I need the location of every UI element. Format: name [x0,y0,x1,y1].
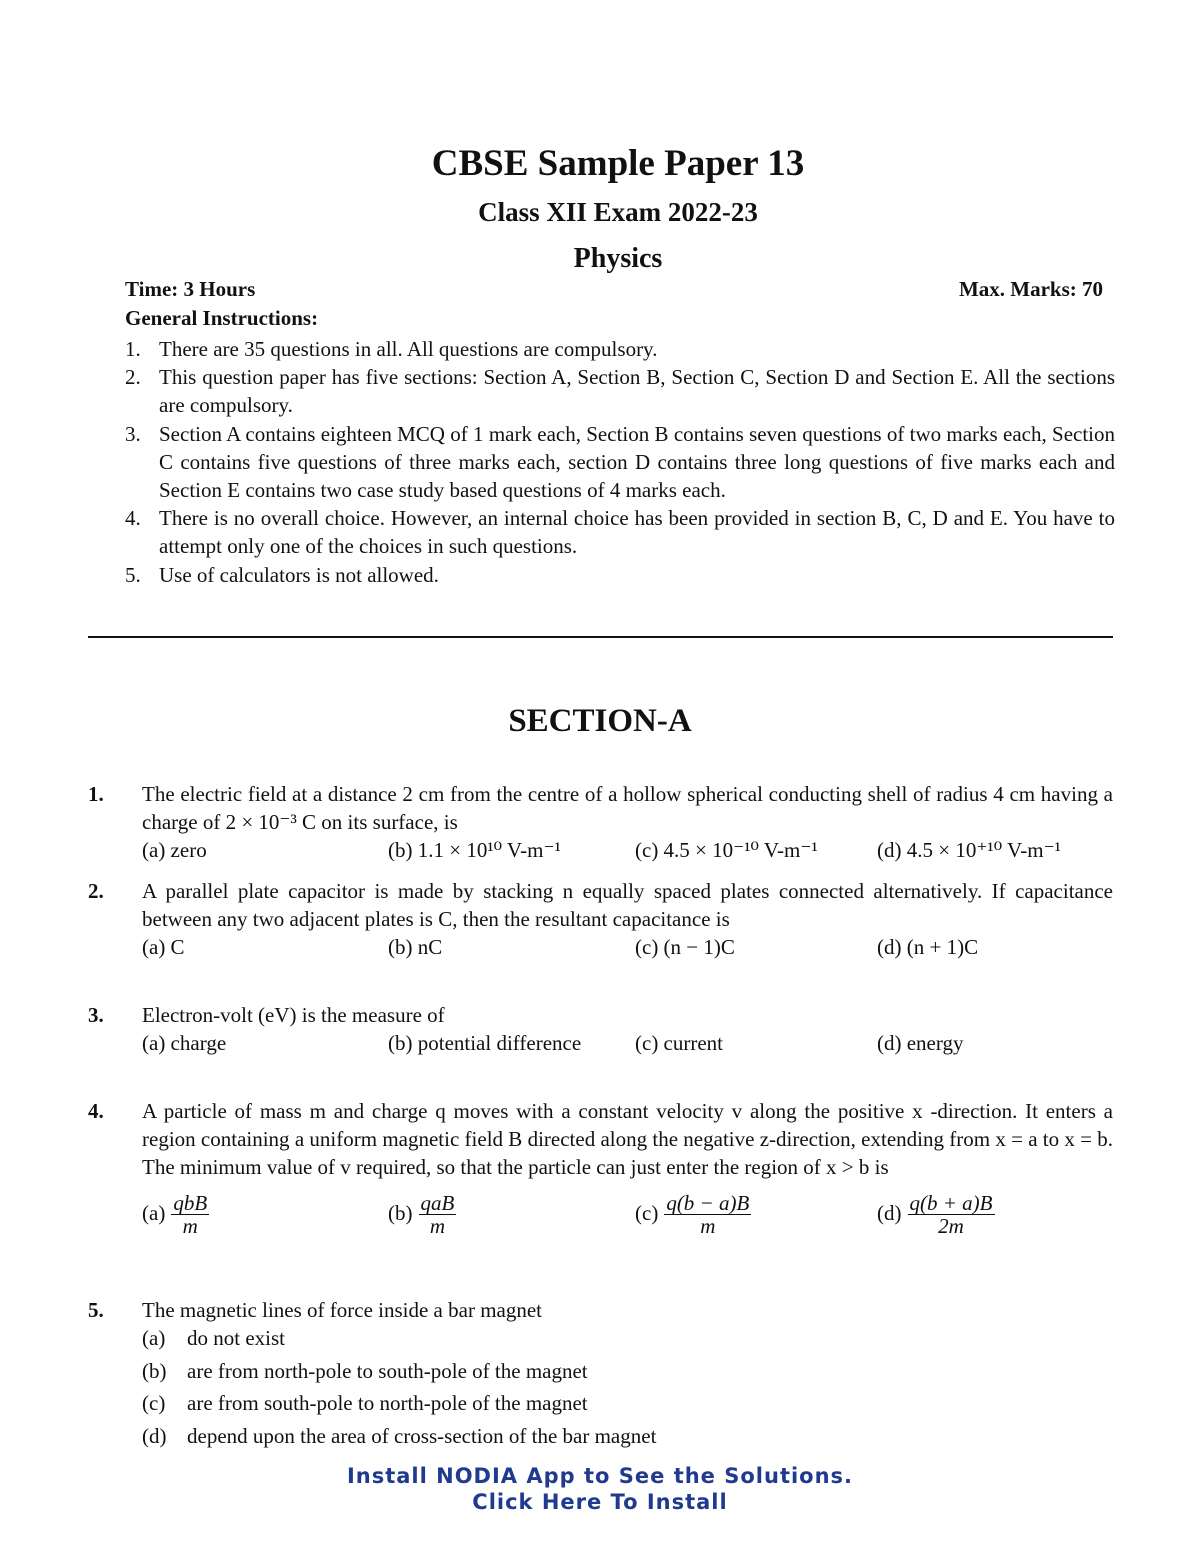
question-number: 4. [88,1099,104,1123]
option-b[interactable] [142,1357,1113,1390]
instruction-text: Section A contains eighteen MCQ of 1 mark each, Section B contains seven questions of two marks each, Section C contains five questions of three marks each, section D contains three long questions of five marks each and Section E contains two case study based questions of 4 marks each. [159,421,1115,503]
options-row [142,933,1113,963]
fraction-denominator: m [182,1214,198,1239]
options-row [142,836,1113,866]
instruction-number: 4. [125,506,141,531]
option-d[interactable] [142,1422,1113,1455]
question-number: 5. [88,1298,104,1322]
option-label: (a) [142,1326,166,1351]
option-label: (d) [142,1423,167,1448]
option-label: (a) [142,1200,166,1225]
instruction-text: This question paper has five sections: Section A, Section B, Section C, Section D and Section E. All the sections are compulsory. [159,365,1115,418]
fraction-numerator: q(b − a)B [666,1191,750,1216]
option-c[interactable] [635,1188,751,1238]
option-d[interactable] [877,1188,995,1238]
option-label: (b) [142,1358,167,1383]
fraction [908,1192,995,1237]
option-a[interactable] [142,1324,1113,1357]
option-label: (c) [635,1200,659,1225]
subject-heading: Physics [573,243,663,274]
options-row [142,1188,1113,1246]
section-heading: SECTION-A [508,703,692,739]
instruction-item [125,335,1115,363]
instruction-item [125,504,1115,560]
question-text: A particle of mass m and charge q moves with a constant velocity v along the positive x -direction. It enters a region containing a uniform magnetic field B directed along the negative z-direction, extending from x = a to x = b. The minimum value of v required, so that the particle can just enter the region of x > b is [142,1099,1113,1180]
option-d[interactable]: (d) (n + 1)C [877,935,979,960]
fraction [171,1192,209,1237]
instruction-item [125,561,1115,589]
option-d[interactable]: (d) energy [877,1031,964,1056]
fraction-numerator: qbB [173,1191,208,1216]
instruction-number: 2. [125,365,141,390]
fraction-numerator: q(b + a)B [909,1191,993,1216]
option-text: depend upon the area of cross-section of the bar magnet [187,1423,657,1448]
option-label: (d) [877,1200,902,1225]
options-row [142,1029,1113,1059]
instructions-heading: General Instructions: [125,306,319,330]
question-text: A parallel plate capacitor is made by stacking n equally spaced plates connected alternatively. If capacitance between any two adjacent plates is C, then the resultant capacitance is [142,879,1113,932]
question-number: 2. [88,879,104,903]
question-5 [88,1296,1113,1454]
fraction-denominator: m [429,1214,445,1239]
option-c[interactable]: (c) (n − 1)C [635,935,735,960]
question-3 [88,1001,1113,1059]
option-c[interactable]: (c) 4.5 × 10⁻¹⁰ V-m⁻¹ [635,838,818,863]
option-text: do not exist [187,1326,285,1351]
class-line: Class XII Exam 2022-23 [478,197,758,227]
instruction-number: 3. [125,421,141,446]
option-text: are from north-pole to south-pole of the magnet [187,1358,588,1383]
time-allowed: Time: 3 Hours [125,277,256,301]
option-b[interactable]: (b) nC [388,935,443,960]
question-number: 3. [88,1003,104,1027]
click-to-install-link[interactable]: Click Here To Install [472,1490,728,1514]
instruction-text: Use of calculators is not allowed. [159,562,439,587]
option-a[interactable] [142,1188,209,1238]
question-number: 1. [88,782,104,806]
instruction-item [125,420,1115,505]
instruction-text: There is no overall choice. However, an internal choice has been provided in section B, C, D and E. You have to attempt only one of the choices in such questions. [159,506,1115,559]
question-text: The electric field at a distance 2 cm from the centre of a hollow spherical conducting shell of radius 4 cm having a charge of 2 × 10⁻³ C on its surface, is [142,782,1113,835]
option-a[interactable]: (a) C [142,935,185,960]
option-label: (b) [388,1200,413,1225]
option-b[interactable]: (b) 1.1 × 10¹⁰ V-m⁻¹ [388,838,561,863]
fraction-denominator: m [700,1214,716,1239]
fraction [664,1192,751,1237]
question-4 [88,1097,1113,1246]
divider-rule [88,636,1113,638]
paper-title: CBSE Sample Paper 13 [431,143,805,184]
instruction-number: 1. [125,337,141,361]
fraction-numerator: qaB [420,1191,455,1216]
instruction-text: There are 35 questions in all. All questions are compulsory. [159,337,658,361]
instruction-item [125,363,1115,419]
option-label: (c) [142,1391,166,1416]
option-b[interactable]: (b) potential difference [388,1031,582,1056]
option-a[interactable]: (a) charge [142,1031,227,1056]
option-text: are from south-pole to north-pole of the magnet [187,1391,588,1416]
question-text: Electron-volt (eV) is the measure of [142,1003,445,1027]
option-c[interactable]: (c) current [635,1031,724,1056]
option-c[interactable] [142,1389,1113,1422]
install-app-banner[interactable]: Install NODIA App to See the Solutions. [346,1464,854,1488]
instruction-number: 5. [125,562,141,587]
fraction-denominator: 2m [938,1214,964,1239]
question-text: The magnetic lines of force inside a bar magnet [142,1298,543,1322]
fraction [419,1192,457,1237]
instructions-list [125,335,1115,589]
question-1 [88,780,1113,866]
option-a[interactable]: (a) zero [142,838,207,863]
option-b[interactable] [388,1188,456,1238]
question-2 [88,877,1113,963]
option-d[interactable]: (d) 4.5 × 10⁺¹⁰ V-m⁻¹ [877,838,1061,863]
max-marks: Max. Marks: 70 [958,277,1103,301]
